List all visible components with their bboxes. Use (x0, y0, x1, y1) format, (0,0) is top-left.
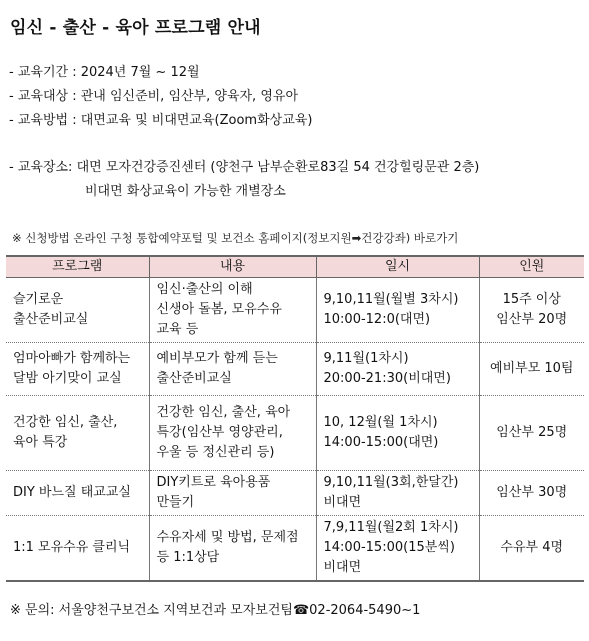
program-date (316, 278, 479, 343)
content-line: DIY키트로 육아용품 (156, 475, 271, 490)
content-line: 특강(임산부 영양관리, (156, 425, 283, 440)
header-program: 프로그램 (6, 256, 149, 278)
program-date (316, 516, 479, 582)
table-row (6, 278, 584, 343)
info-method: - 교육방법 : 대면교육 및 비대면교육(Zoom화상교육) (9, 113, 313, 128)
info-place-online: 비대면 화상교육이 가능한 개별장소 (85, 184, 286, 199)
program-people (479, 343, 584, 396)
program-date (316, 471, 479, 516)
program-name: 엄마아빠가 함께하는 달밤 아기맞이 교실 (6, 343, 149, 396)
program-people (479, 516, 584, 582)
date-line: 20:00-21:30(비대면) (323, 371, 451, 386)
program-people (479, 278, 584, 343)
date-line: 비대면 (323, 495, 362, 510)
date-line: 10, 12월(월 1차시) (323, 415, 438, 430)
table-row (6, 471, 584, 516)
table-header-row (6, 256, 584, 278)
content-line: 수유자세 및 방법, 문제점 (156, 530, 299, 545)
program-name: DIY 바느질 태교교실 (6, 471, 149, 516)
program-content (149, 471, 316, 516)
program-content (149, 278, 316, 343)
program-place-info (9, 156, 584, 204)
people-line: 임산부 20명 (496, 312, 568, 327)
date-line: 14:00-15:00(15분씩) (323, 540, 455, 555)
program-name: 건강한 임신, 출산, 육아 특강 (6, 396, 149, 471)
date-line: 비대면 (323, 560, 362, 575)
people-line: 15주 이상 (502, 292, 561, 307)
program-name: 슬기로운 출산준비교실 (6, 278, 149, 343)
table-row (6, 343, 584, 396)
header-content: 내용 (149, 256, 316, 278)
people-line: 임산부 25명 (496, 425, 568, 440)
program-date (316, 396, 479, 471)
program-content (149, 396, 316, 471)
header-people: 인원 (479, 256, 584, 278)
date-line: 9,11월(1차시) (323, 351, 409, 366)
program-info (9, 61, 584, 133)
date-line: 10:00-12:0(대면) (323, 312, 431, 327)
people-line: 예비부모 10팀 (490, 361, 574, 376)
content-line: 건강한 임신, 출산, 육아 (156, 405, 291, 420)
table-row (6, 396, 584, 471)
content-line: 출산준비교실 (156, 371, 232, 386)
program-date (316, 343, 479, 396)
date-line: 9,10,11월(3회,한달간) (323, 475, 459, 490)
date-line: 14:00-15:00(대면) (323, 435, 439, 450)
info-target: - 교육대상 : 관내 임신준비, 임산부, 양육자, 영유아 (9, 89, 298, 104)
content-line: 임신·출산의 이해 (156, 282, 253, 297)
date-line: 9,10,11월(월별 3차시) (323, 292, 459, 307)
content-line: 교육 등 (156, 322, 199, 337)
application-notice: ※ 신청방법 온라인 구청 통합예약포털 및 보건소 홈페이지(정보지원➡건강강좌) 바로가기 (12, 231, 459, 245)
program-content (149, 343, 316, 396)
people-line: 수유부 4명 (500, 540, 564, 555)
people-line: 임산부 30명 (496, 485, 568, 500)
content-line: 우울 등 정신관리 등) (156, 445, 275, 460)
content-line: 신생아 돌봄, 모유수유 (156, 302, 282, 317)
program-table (6, 255, 584, 582)
content-line: 예비부모가 함께 듣는 (156, 351, 278, 366)
contact-inquiry: ※ 문의: 서울양천구보건소 지역보건과 모자보건팀☎02-2064-5490~1 (10, 603, 421, 618)
date-line: 7,9,11월(월2회 1차시) (323, 520, 459, 535)
info-place: - 교육장소: 대면 모자건강증진센터 (양천구 남부순환로83길 54 건강힐링문관 2층) (9, 160, 480, 175)
program-people (479, 471, 584, 516)
program-name: 1:1 모유수유 클리닉 (6, 516, 149, 582)
page-title: 임신 - 출산 - 육아 프로그램 안내 (10, 18, 261, 38)
header-date: 일시 (316, 256, 479, 278)
content-line: 등 1:1상담 (156, 550, 220, 565)
content-line: 만들기 (156, 495, 195, 510)
program-people (479, 396, 584, 471)
program-content (149, 516, 316, 582)
table-row (6, 516, 584, 582)
info-period: - 교육기간 : 2024년 7월 ~ 12월 (9, 65, 200, 80)
